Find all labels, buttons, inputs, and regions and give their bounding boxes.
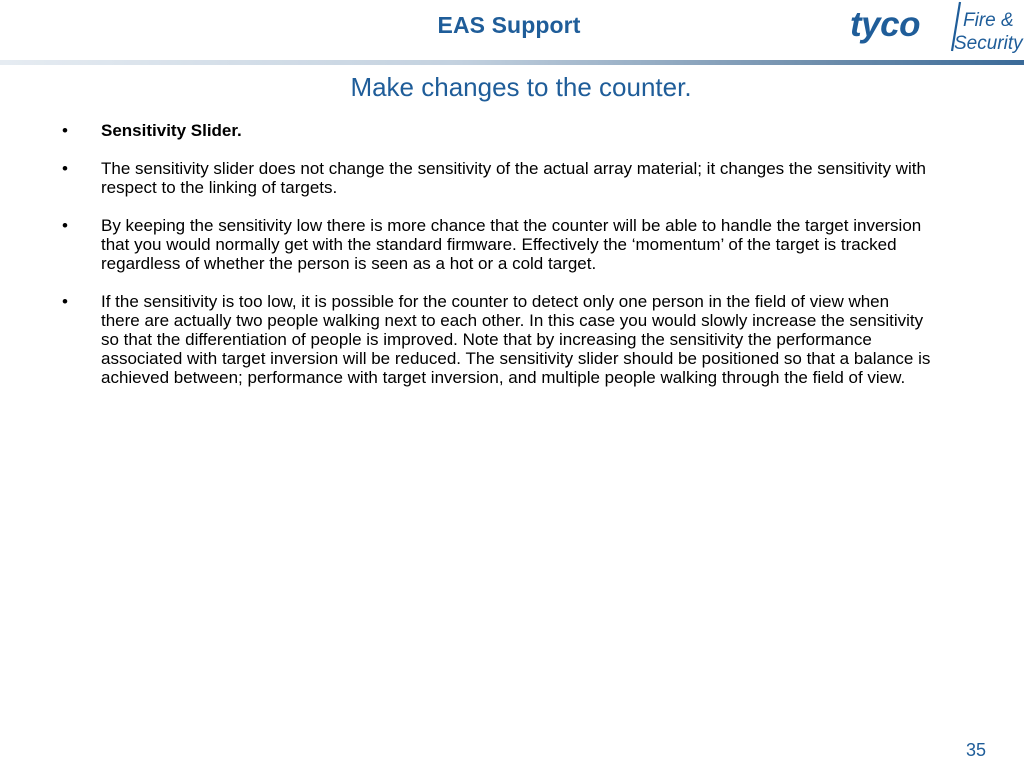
bullet-text: The sensitivity slider does not change the sensitivity of the actual array material; it changes the sensitivity with respect to the linking of targets. bbox=[101, 159, 926, 197]
logo-brand-text: tyco bbox=[850, 5, 920, 44]
bullet-item bbox=[62, 216, 932, 273]
bullet-dot: • bbox=[62, 121, 68, 140]
bullet-text: By keeping the sensitivity low there is more chance that the counter will be able to handle the target inversion that you would normally get with the standard firmware. Effectively the ‘momentum’ of the target is tracked regardless of whether the person is seen as a hot or a cold target. bbox=[101, 216, 922, 273]
bullet-dot: • bbox=[62, 159, 68, 178]
bullet-dot: • bbox=[62, 292, 68, 311]
logo-line1-text: Fire & bbox=[963, 10, 1014, 31]
bullet-list bbox=[62, 121, 932, 406]
header-divider bbox=[0, 60, 1024, 65]
header-title-text: EAS Support bbox=[437, 12, 581, 38]
page-number: 35 bbox=[965, 740, 986, 760]
slide-title bbox=[0, 72, 1024, 103]
bullet-item bbox=[62, 292, 932, 387]
bullet-text: Sensitivity Slider. bbox=[101, 121, 242, 140]
bullet-text: If the sensitivity is too low, it is possible for the counter to detect only one person in the field of view when there are actually two people walking next to each other. In this case you would slowly increase the sensitivity so that the differentiation of people is improved. Note that by increasing the sensitivity the performance associated with target inversion will be reduced. The sensitivity slider should be positioned so that a balance is achieved between; performance with target inversion, and multiple people walking through the field of view. bbox=[101, 292, 931, 387]
bullet-dot: • bbox=[62, 216, 68, 235]
bullet-item bbox=[62, 159, 932, 197]
logo-line2-text: Security bbox=[954, 33, 1023, 54]
tyco-logo bbox=[848, 0, 1024, 58]
bullet-item bbox=[62, 121, 932, 140]
slide-title-text: Make changes to the counter. bbox=[350, 72, 692, 102]
